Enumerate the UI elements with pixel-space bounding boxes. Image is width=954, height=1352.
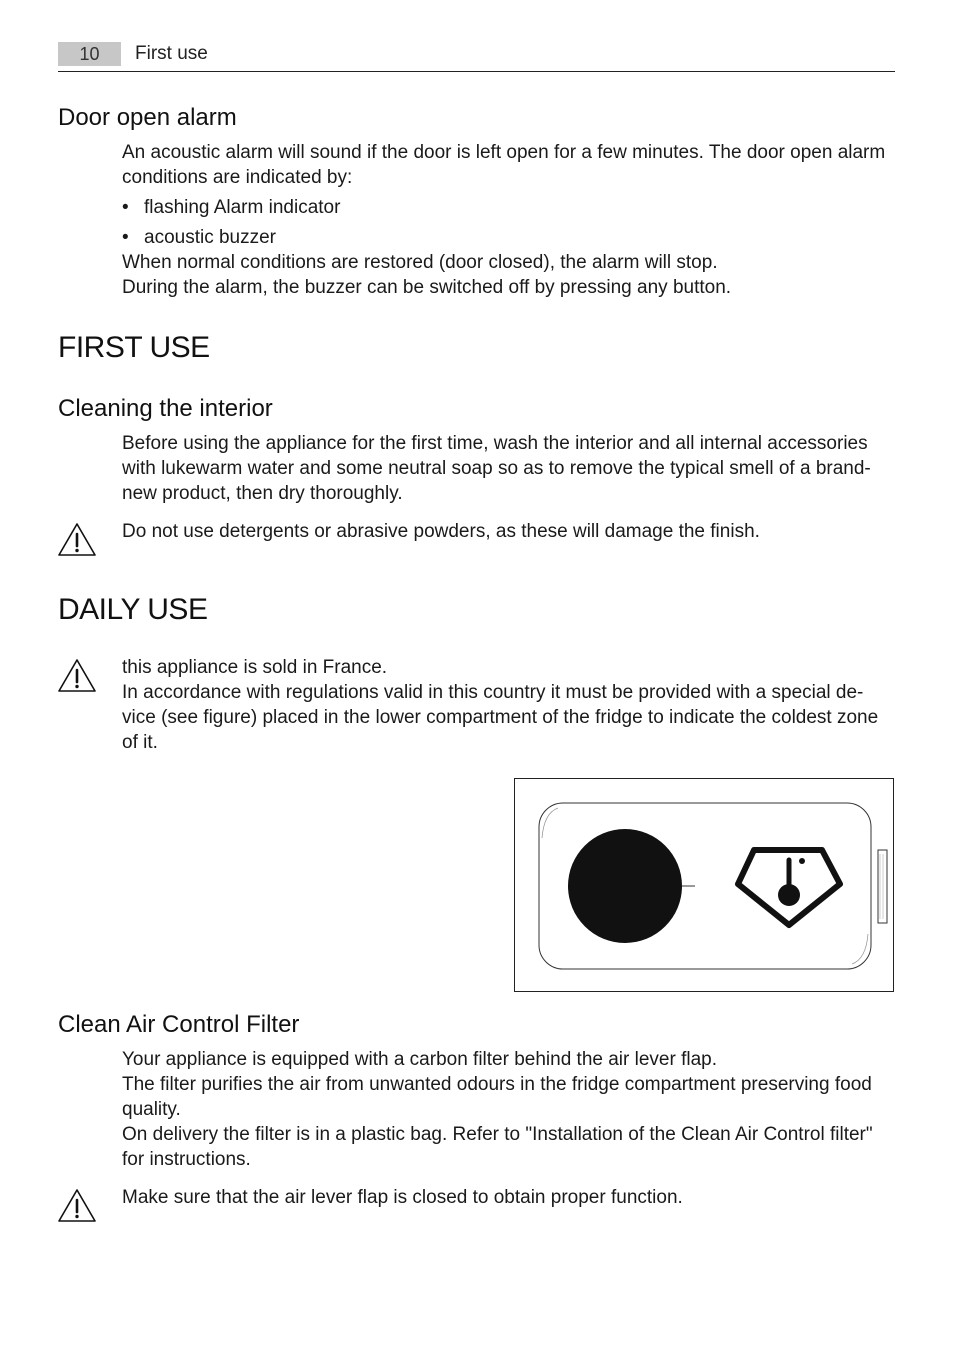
- text-line: The filter purifies the air from unwanted odours in the fridge compartment preserving food: [122, 1074, 872, 1095]
- daily-use-heading: DAILY USE: [58, 593, 208, 626]
- clean-air-warning-text: Make sure that the air lever flap is closed to obtain proper function.: [122, 1187, 683, 1208]
- text-line: In accordance with regulations valid in this country it must be provided with a special de-: [122, 682, 864, 703]
- clean-air-filter-heading: Clean Air Control Filter: [58, 1011, 300, 1038]
- cleaning-interior-heading: Cleaning the interior: [58, 395, 273, 422]
- page-number: 10: [58, 42, 121, 66]
- bullet-dot: •: [122, 227, 129, 248]
- bullet-item: [122, 195, 340, 220]
- text-line: of it.: [122, 732, 158, 753]
- daily-use-warning-text: [122, 655, 897, 755]
- door-open-alarm-intro: [122, 140, 897, 190]
- warning-triangle-icon: [57, 658, 97, 694]
- bullet-dot: •: [122, 197, 129, 218]
- door-open-alarm-after: [122, 250, 897, 300]
- text-line: this appliance is sold in France.: [122, 657, 388, 678]
- text-line: An acoustic alarm will sound if the door is left open for a few minutes. The door open alarm: [122, 142, 886, 163]
- cleaning-warning-text: Do not use detergents or abrasive powders, as these will damage the finish.: [122, 521, 760, 542]
- bullet-text: acoustic buzzer: [144, 227, 277, 248]
- coldest-zone-indicator-figure: [514, 778, 894, 992]
- door-open-alarm-heading: Door open alarm: [58, 104, 237, 131]
- text-line: with lukewarm water and some neutral soap so as to remove the typical smell of a brand-: [122, 458, 871, 479]
- text-line: quality.: [122, 1099, 181, 1120]
- clean-air-filter-text: [122, 1047, 897, 1172]
- bullet-item: [122, 225, 276, 250]
- warning-triangle-icon: [57, 522, 97, 558]
- text-line: When normal conditions are restored (door closed), the alarm will stop.: [122, 252, 718, 273]
- text-line: On delivery the filter is in a plastic bag. Refer to "Installation of the Clean Air Control filter": [122, 1124, 873, 1145]
- bullet-text: flashing Alarm indicator: [144, 197, 341, 218]
- page-header: [58, 40, 895, 72]
- cleaning-interior-text: [122, 431, 897, 506]
- text-line: During the alarm, the buzzer can be switched off by pressing any button.: [122, 277, 732, 298]
- text-line: Before using the appliance for the first time, wash the interior and all internal accessories: [122, 433, 868, 454]
- text-line: conditions are indicated by:: [122, 167, 353, 188]
- warning-triangle-icon: [57, 1188, 97, 1224]
- text-line: new product, then dry thoroughly.: [122, 483, 403, 504]
- running-title: First use: [135, 43, 208, 64]
- text-line: vice (see figure) placed in the lower compartment of the fridge to indicate the coldest zone: [122, 707, 879, 728]
- text-line: Your appliance is equipped with a carbon filter behind the air lever flap.: [122, 1049, 718, 1070]
- text-line: for instructions.: [122, 1149, 251, 1170]
- first-use-heading: FIRST USE: [58, 331, 210, 364]
